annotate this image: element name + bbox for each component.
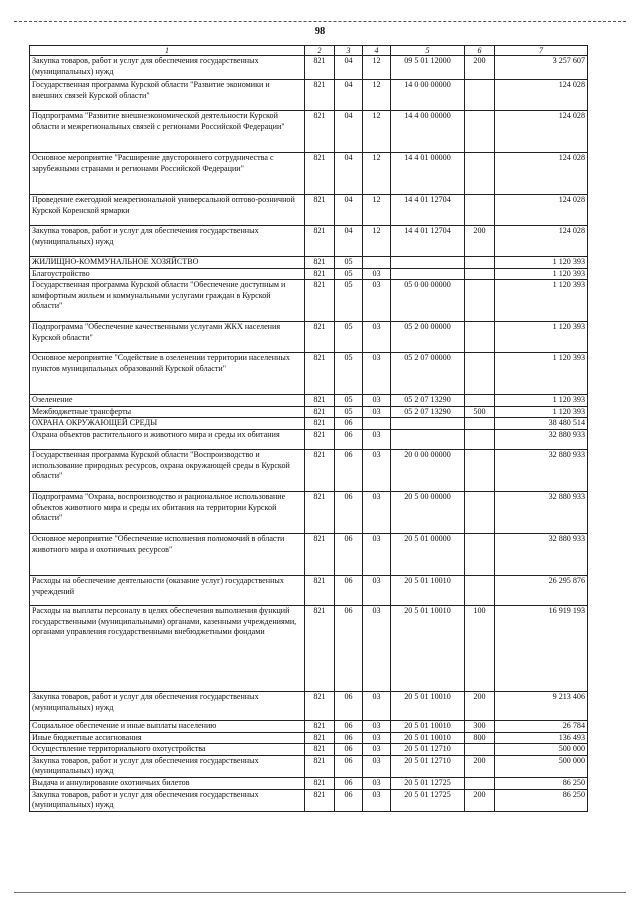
cell-name: Расходы на обеспечение деятельности (оказание услуг) государственных учреждений [30, 575, 305, 605]
cell-rz: 06 [335, 744, 363, 756]
cell-gr: 821 [305, 226, 335, 257]
cell-name: Социальное обеспечение и иные выплаты населению [30, 720, 305, 732]
cell-sum: 32 880 933 [495, 429, 588, 449]
cell-gr: 821 [305, 395, 335, 407]
cell-pr: 03 [363, 280, 391, 322]
cell-pr: 03 [363, 406, 391, 418]
cell-name: ОХРАНА ОКРУЖАЮЩЕЙ СРЕДЫ [30, 418, 305, 430]
cell-vr [465, 257, 495, 269]
cell-sum: 500 000 [495, 744, 588, 756]
header-cell: 2 [305, 46, 335, 56]
cell-gr: 821 [305, 56, 335, 80]
cell-vr [465, 353, 495, 395]
cell-sum: 38 480 514 [495, 418, 588, 430]
cell-name: Проведение ежегодной межрегиональной универсальной оптово-розничной Курской Коренской ярмарки [30, 195, 305, 226]
table-row [30, 429, 588, 449]
cell-gr: 821 [305, 418, 335, 430]
cell-sum: 16 919 193 [495, 605, 588, 691]
cell-vr [465, 491, 495, 533]
cell-vr: 300 [465, 720, 495, 732]
table-row [30, 353, 588, 395]
cell-vr [465, 268, 495, 280]
cell-vr: 200 [465, 56, 495, 80]
cell-name: Расходы на выплаты персоналу в целях обеспечения выполнения функций государственными (муниципальными) органами, казенными учреждениями, органами управления государственными внебюджетными фондами [30, 605, 305, 691]
cell-vr [465, 533, 495, 575]
cell-name: Государственная программа Курской области "Развитие экономики и внешних связей Курской области" [30, 80, 305, 111]
cell-csr: 20 5 01 10010 [391, 575, 465, 605]
cell-name: Закупка товаров, работ и услуг для обеспечения государственных (муниципальных) нужд [30, 226, 305, 257]
cell-gr: 821 [305, 720, 335, 732]
cell-rz: 06 [335, 605, 363, 691]
cell-rz: 06 [335, 533, 363, 575]
cell-rz: 04 [335, 153, 363, 195]
cell-csr: 14 4 00 00000 [391, 111, 465, 153]
cell-pr: 12 [363, 226, 391, 257]
table-row [30, 789, 588, 811]
cell-rz: 05 [335, 257, 363, 269]
cell-sum: 124 028 [495, 111, 588, 153]
scan-edge-top [14, 21, 626, 22]
cell-csr: 14 4 01 12704 [391, 195, 465, 226]
cell-gr: 821 [305, 322, 335, 353]
cell-name: Благоустройство [30, 268, 305, 280]
cell-gr: 821 [305, 153, 335, 195]
cell-csr: 05 2 00 00000 [391, 322, 465, 353]
header-row [30, 46, 588, 56]
table-row [30, 418, 588, 430]
cell-csr: 20 5 01 12710 [391, 755, 465, 777]
cell-vr [465, 777, 495, 789]
cell-gr: 821 [305, 605, 335, 691]
header-cell: 3 [335, 46, 363, 56]
cell-sum: 32 880 933 [495, 533, 588, 575]
cell-gr: 821 [305, 111, 335, 153]
cell-pr: 03 [363, 691, 391, 720]
table-row [30, 268, 588, 280]
cell-csr: 20 5 01 10010 [391, 720, 465, 732]
cell-name: Охрана объектов растительного и животного мира и среды их обитания [30, 429, 305, 449]
cell-csr [391, 257, 465, 269]
cell-rz: 05 [335, 353, 363, 395]
cell-sum: 124 028 [495, 226, 588, 257]
cell-pr: 03 [363, 777, 391, 789]
cell-rz: 06 [335, 418, 363, 430]
cell-csr: 14 4 01 00000 [391, 153, 465, 195]
cell-gr: 821 [305, 789, 335, 811]
cell-vr [465, 395, 495, 407]
table-row [30, 533, 588, 575]
cell-vr [465, 80, 495, 111]
table-row [30, 395, 588, 407]
cell-csr: 20 0 00 00000 [391, 449, 465, 491]
cell-pr: 12 [363, 195, 391, 226]
cell-vr [465, 449, 495, 491]
cell-rz: 06 [335, 732, 363, 744]
table-row [30, 605, 588, 691]
cell-name: Основное мероприятие "Содействие в озеленении территории населенных пунктов муниципальных образований Курской области" [30, 353, 305, 395]
cell-gr: 821 [305, 755, 335, 777]
cell-name: Закупка товаров, работ и услуг для обеспечения государственных (муниципальных) нужд [30, 789, 305, 811]
budget-table [29, 45, 588, 812]
cell-vr: 200 [465, 789, 495, 811]
cell-name: Основное мероприятие "Обеспечение исполнения полномочий в области животного мира и охотничьих ресурсов" [30, 533, 305, 575]
cell-vr [465, 744, 495, 756]
cell-vr [465, 195, 495, 226]
cell-csr [391, 418, 465, 430]
cell-rz: 05 [335, 406, 363, 418]
cell-csr [391, 268, 465, 280]
cell-name: Государственная программа Курской области "Воспроизводство и использование природных ресурсов, охрана окружающей среды в Курской области" [30, 449, 305, 491]
scan-edge-bottom [14, 892, 626, 893]
cell-name: Межбюджетные трансферты [30, 406, 305, 418]
cell-gr: 821 [305, 732, 335, 744]
cell-name: Подпрограмма "Обеспечение качественными услугами ЖКХ населения Курской области" [30, 322, 305, 353]
table-row [30, 744, 588, 756]
cell-vr: 800 [465, 732, 495, 744]
cell-rz: 05 [335, 280, 363, 322]
cell-name: Подпрограмма "Развитие внешнеэкономической деятельности Курской области и межрегиональных связей с регионами Российской Федерации" [30, 111, 305, 153]
cell-pr: 03 [363, 353, 391, 395]
table-row [30, 732, 588, 744]
cell-gr: 821 [305, 744, 335, 756]
cell-gr: 821 [305, 491, 335, 533]
cell-sum: 1 120 393 [495, 280, 588, 322]
cell-pr: 03 [363, 605, 391, 691]
table-row [30, 406, 588, 418]
cell-csr: 14 4 01 12704 [391, 226, 465, 257]
cell-sum: 1 120 393 [495, 268, 588, 280]
table-row [30, 720, 588, 732]
cell-sum: 32 880 933 [495, 491, 588, 533]
cell-gr: 821 [305, 257, 335, 269]
cell-vr [465, 418, 495, 430]
cell-pr: 03 [363, 449, 391, 491]
cell-rz: 06 [335, 575, 363, 605]
cell-rz: 06 [335, 429, 363, 449]
table-row [30, 153, 588, 195]
cell-sum: 1 120 393 [495, 322, 588, 353]
header-cell: 1 [30, 46, 305, 56]
cell-rz: 04 [335, 226, 363, 257]
cell-name: Выдача и аннулирование охотничьих билетов [30, 777, 305, 789]
cell-name: ЖИЛИЩНО-КОММУНАЛЬНОЕ ХОЗЯЙСТВО [30, 257, 305, 269]
table-row [30, 491, 588, 533]
table-row [30, 56, 588, 80]
header-cell: 4 [363, 46, 391, 56]
cell-pr [363, 418, 391, 430]
cell-pr: 12 [363, 153, 391, 195]
cell-gr: 821 [305, 777, 335, 789]
cell-vr [465, 322, 495, 353]
cell-pr: 03 [363, 755, 391, 777]
cell-rz: 04 [335, 80, 363, 111]
cell-gr: 821 [305, 533, 335, 575]
table-row [30, 257, 588, 269]
table-row [30, 195, 588, 226]
cell-csr: 20 5 01 10010 [391, 605, 465, 691]
table-row [30, 691, 588, 720]
cell-csr: 20 5 01 12725 [391, 777, 465, 789]
cell-vr: 200 [465, 226, 495, 257]
cell-sum: 86 250 [495, 789, 588, 811]
cell-vr: 500 [465, 406, 495, 418]
cell-rz: 05 [335, 322, 363, 353]
cell-sum: 1 120 393 [495, 257, 588, 269]
cell-vr [465, 111, 495, 153]
cell-csr: 20 5 00 00000 [391, 491, 465, 533]
cell-pr: 12 [363, 80, 391, 111]
cell-sum: 1 120 393 [495, 406, 588, 418]
table-body [30, 56, 588, 812]
cell-pr: 03 [363, 732, 391, 744]
cell-sum: 32 880 933 [495, 449, 588, 491]
cell-name: Закупка товаров, работ и услуг для обеспечения государственных (муниципальных) нужд [30, 755, 305, 777]
cell-vr [465, 429, 495, 449]
cell-vr: 200 [465, 755, 495, 777]
cell-vr [465, 575, 495, 605]
cell-csr: 20 5 01 12710 [391, 744, 465, 756]
cell-vr [465, 153, 495, 195]
cell-gr: 821 [305, 268, 335, 280]
cell-sum: 500 000 [495, 755, 588, 777]
cell-gr: 821 [305, 80, 335, 111]
cell-csr: 05 2 07 13290 [391, 406, 465, 418]
cell-gr: 821 [305, 406, 335, 418]
cell-sum: 1 120 393 [495, 395, 588, 407]
cell-pr: 03 [363, 533, 391, 575]
header-cell: 5 [391, 46, 465, 56]
cell-sum: 86 250 [495, 777, 588, 789]
cell-rz: 06 [335, 777, 363, 789]
cell-pr: 03 [363, 789, 391, 811]
cell-sum: 124 028 [495, 195, 588, 226]
header-cell: 6 [465, 46, 495, 56]
cell-sum: 26 784 [495, 720, 588, 732]
cell-sum: 136 493 [495, 732, 588, 744]
cell-name: Подпрограмма "Охрана, воспроизводство и рациональное использование объектов животного мира и среды их обитания на территории Курской области" [30, 491, 305, 533]
cell-pr: 03 [363, 744, 391, 756]
cell-gr: 821 [305, 429, 335, 449]
cell-rz: 05 [335, 268, 363, 280]
cell-rz: 06 [335, 691, 363, 720]
table-row [30, 755, 588, 777]
cell-rz: 04 [335, 111, 363, 153]
cell-pr: 03 [363, 575, 391, 605]
table-row [30, 322, 588, 353]
cell-name: Озеленение [30, 395, 305, 407]
cell-gr: 821 [305, 280, 335, 322]
cell-rz: 04 [335, 56, 363, 80]
cell-sum: 1 120 393 [495, 353, 588, 395]
cell-name: Закупка товаров, работ и услуг для обеспечения государственных (муниципальных) нужд [30, 56, 305, 80]
cell-name: Иные бюджетные ассигнования [30, 732, 305, 744]
cell-pr: 03 [363, 491, 391, 533]
cell-csr [391, 429, 465, 449]
header-cell: 7 [495, 46, 588, 56]
cell-sum: 124 028 [495, 153, 588, 195]
cell-rz: 06 [335, 449, 363, 491]
cell-pr: 03 [363, 429, 391, 449]
cell-gr: 821 [305, 691, 335, 720]
cell-csr: 05 2 07 13290 [391, 395, 465, 407]
cell-name: Основное мероприятие "Расширение двустороннего сотрудничества с зарубежными странами и регионами Российской Федерации" [30, 153, 305, 195]
table-row [30, 111, 588, 153]
cell-pr [363, 257, 391, 269]
cell-sum: 3 257 607 [495, 56, 588, 80]
cell-vr [465, 280, 495, 322]
cell-gr: 821 [305, 195, 335, 226]
cell-pr: 12 [363, 111, 391, 153]
cell-rz: 06 [335, 491, 363, 533]
cell-csr: 05 0 00 00000 [391, 280, 465, 322]
cell-csr: 14 0 00 00000 [391, 80, 465, 111]
cell-gr: 821 [305, 575, 335, 605]
cell-sum: 26 295 876 [495, 575, 588, 605]
cell-csr: 09 5 01 12000 [391, 56, 465, 80]
cell-rz: 05 [335, 395, 363, 407]
cell-csr: 20 5 01 12725 [391, 789, 465, 811]
cell-pr: 12 [363, 56, 391, 80]
page-number: 98 [314, 26, 326, 37]
cell-rz: 06 [335, 720, 363, 732]
cell-sum: 124 028 [495, 80, 588, 111]
cell-pr: 03 [363, 720, 391, 732]
cell-csr: 05 2 07 00000 [391, 353, 465, 395]
table-row [30, 280, 588, 322]
cell-name: Государственная программа Курской области "Обеспечение доступным и комфортным жильем и коммунальными услугами граждан в Курской области" [30, 280, 305, 322]
table-row [30, 449, 588, 491]
cell-pr: 03 [363, 322, 391, 353]
cell-name: Закупка товаров, работ и услуг для обеспечения государственных (муниципальных) нужд [30, 691, 305, 720]
cell-rz: 04 [335, 195, 363, 226]
table-row [30, 575, 588, 605]
table-row [30, 777, 588, 789]
cell-sum: 9 213 406 [495, 691, 588, 720]
cell-vr: 200 [465, 691, 495, 720]
table-row [30, 226, 588, 257]
cell-gr: 821 [305, 449, 335, 491]
cell-csr: 20 5 01 10010 [391, 732, 465, 744]
cell-pr: 03 [363, 268, 391, 280]
cell-csr: 20 5 01 00000 [391, 533, 465, 575]
cell-name: Осуществление территориального охотустройства [30, 744, 305, 756]
cell-gr: 821 [305, 353, 335, 395]
cell-pr: 03 [363, 395, 391, 407]
cell-csr: 20 5 01 10010 [391, 691, 465, 720]
cell-rz: 06 [335, 755, 363, 777]
table-row [30, 80, 588, 111]
cell-rz: 06 [335, 789, 363, 811]
cell-vr: 100 [465, 605, 495, 691]
